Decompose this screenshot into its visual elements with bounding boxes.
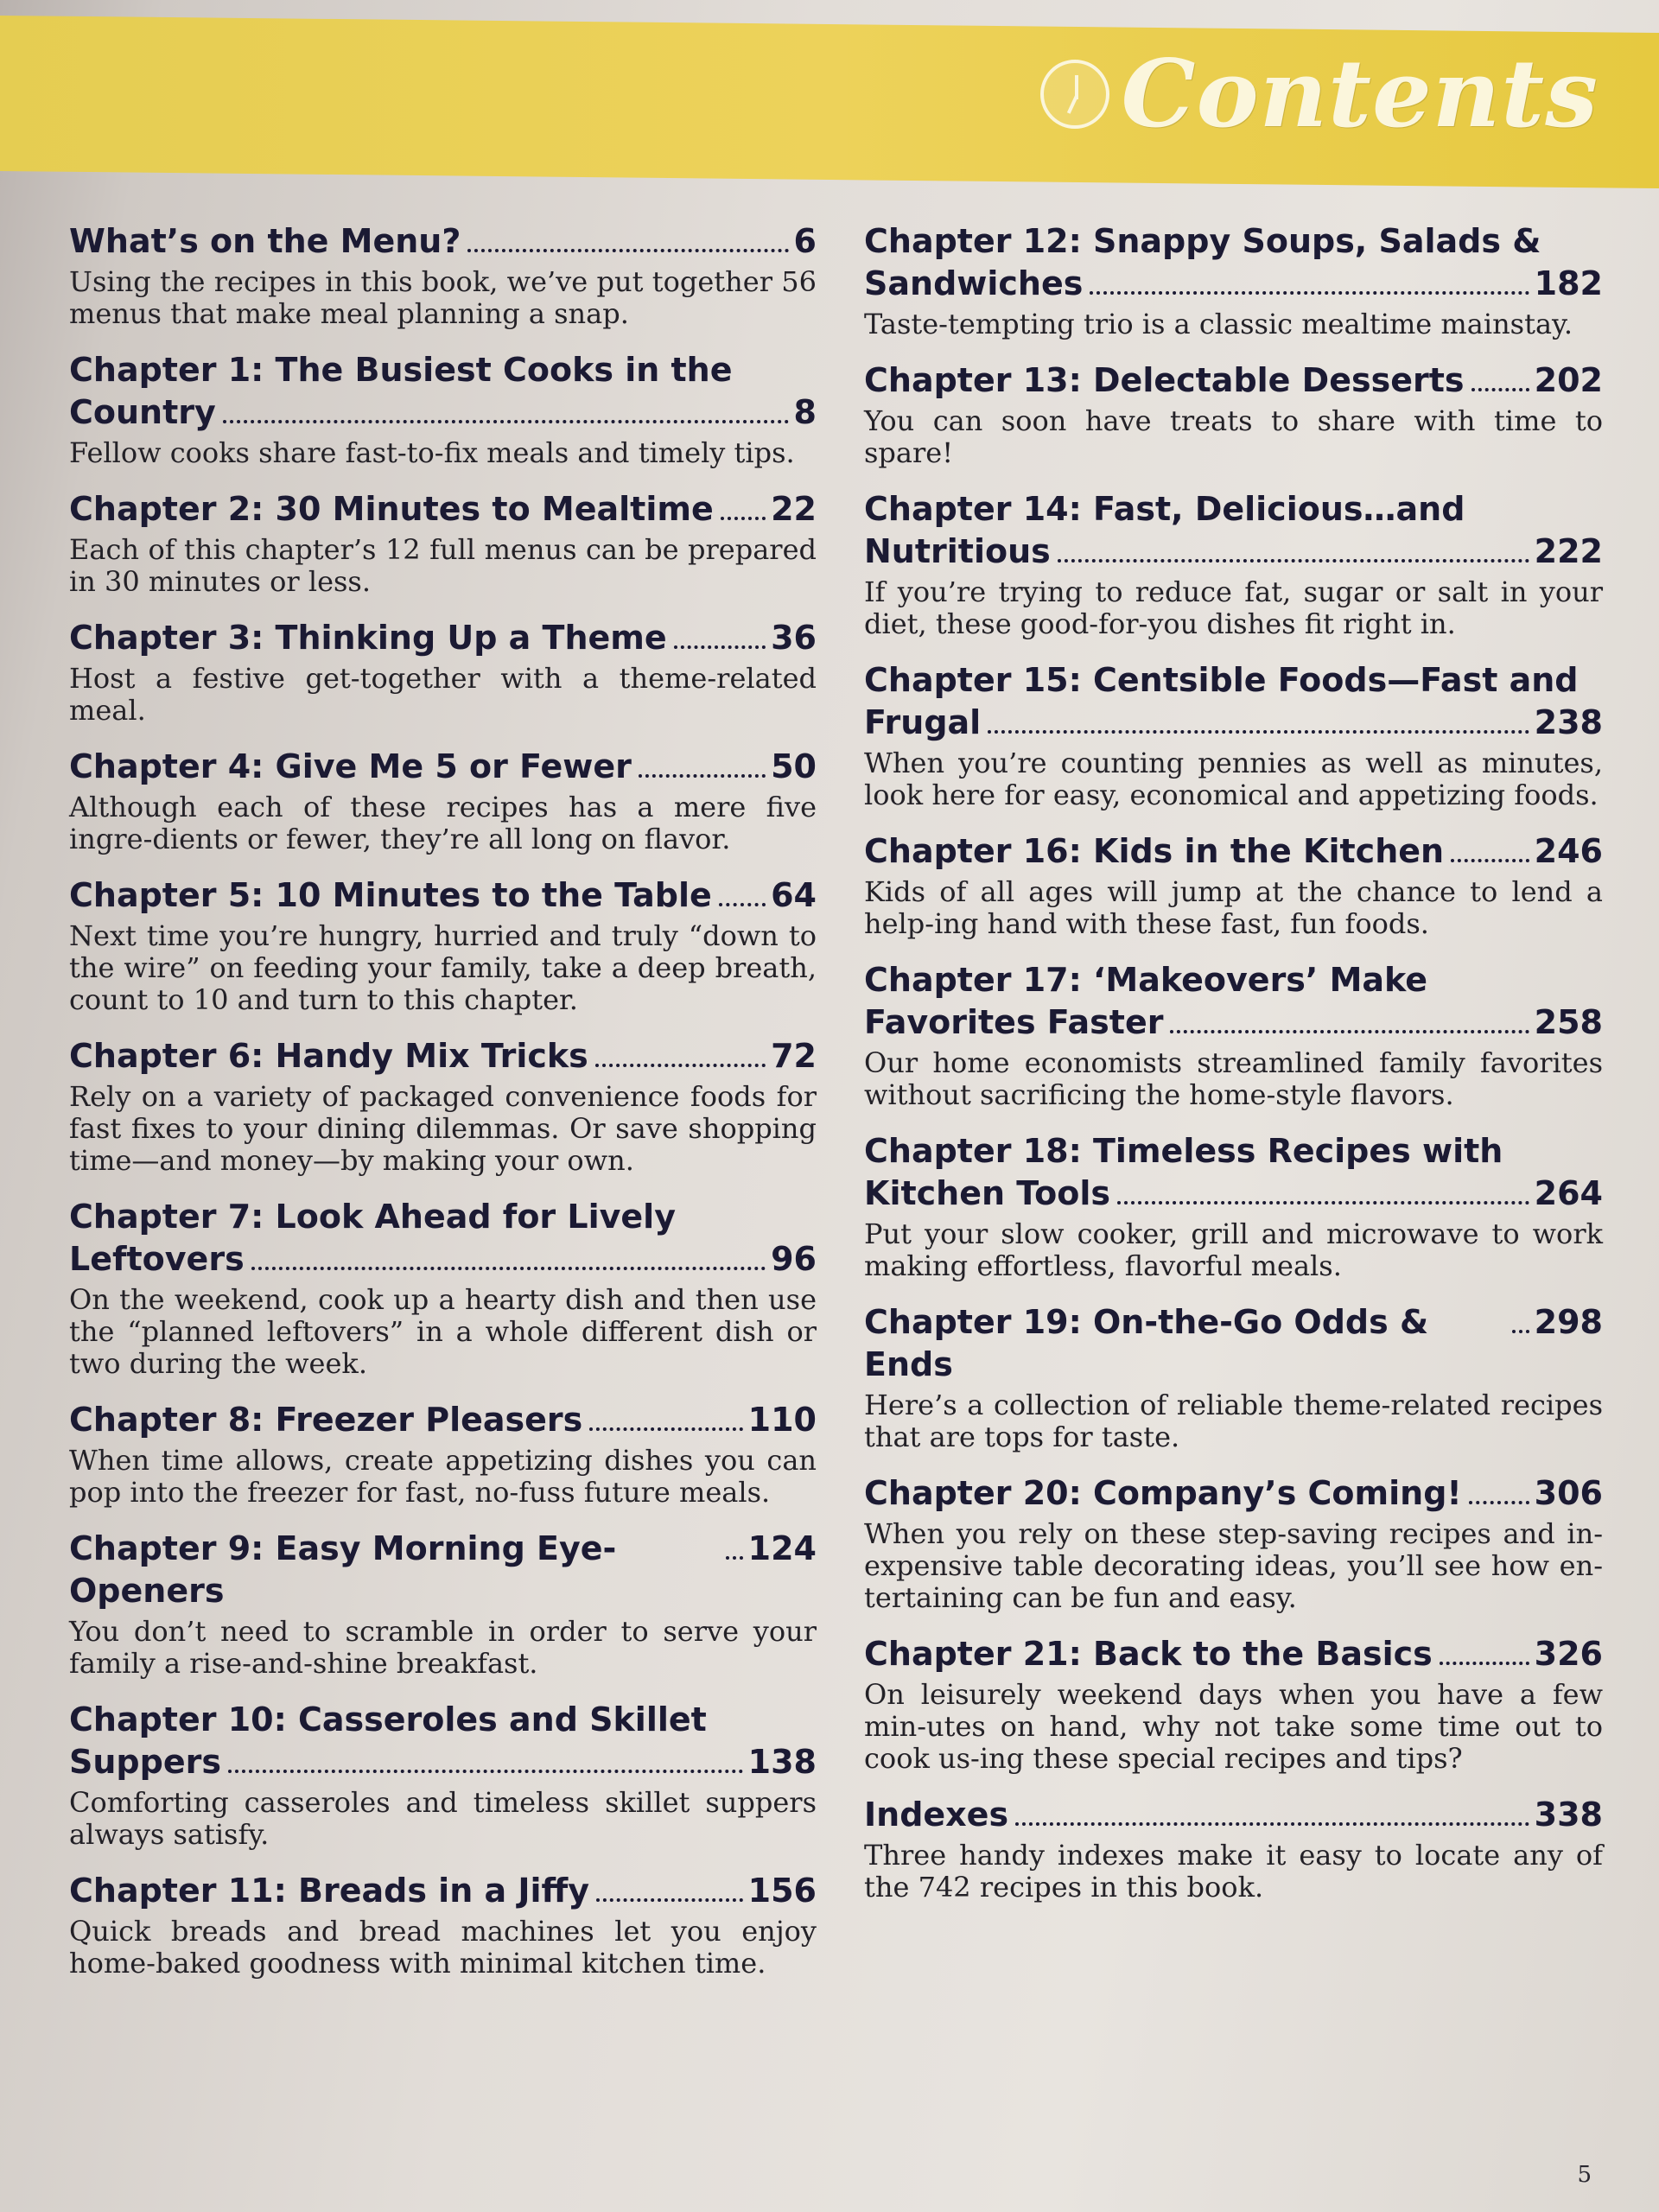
toc-entry-description: Three handy indexes make it easy to locate any of the 742 recipes in this book. bbox=[864, 1839, 1603, 1904]
dot-leader bbox=[228, 1770, 743, 1773]
toc-entry[interactable] bbox=[69, 746, 817, 855]
toc-entry-heading bbox=[69, 391, 817, 434]
toc-entry-title: Favorites Faster bbox=[864, 1003, 1164, 1041]
toc-entry-heading bbox=[69, 1238, 817, 1281]
toc-entry-page: 36 bbox=[771, 619, 817, 657]
toc-entry[interactable] bbox=[69, 617, 817, 727]
toc-entry-description: Although each of these recipes has a mere five ingre-dients or fewer, they’re all long on flavor. bbox=[69, 791, 817, 855]
toc-entry-page: 110 bbox=[747, 1401, 817, 1439]
dot-leader bbox=[589, 1427, 742, 1431]
toc-entry-heading bbox=[864, 1472, 1603, 1515]
toc-entry-title: Chapter 16: Kids in the Kitchen bbox=[864, 832, 1445, 870]
toc-entry-page: 138 bbox=[747, 1743, 817, 1781]
toc-entry-page: 72 bbox=[771, 1037, 817, 1075]
toc-entry-title: Country bbox=[69, 393, 216, 431]
toc-entry-heading bbox=[69, 488, 817, 531]
toc-entry[interactable] bbox=[69, 1870, 817, 1980]
toc-entry-description: Our home economists streamlined family favorites without sacrificing the home-style flavors. bbox=[864, 1046, 1603, 1111]
toc-entry-page: 326 bbox=[1534, 1635, 1603, 1673]
toc-entry-page: 246 bbox=[1534, 832, 1603, 870]
toc-entry-title-line: Chapter 10: Casseroles and Skillet bbox=[69, 1700, 707, 1738]
toc-entry-page: 306 bbox=[1534, 1474, 1603, 1512]
toc-entry-title: Chapter 19: On-the-Go Odds & Ends bbox=[864, 1303, 1429, 1383]
toc-entry[interactable] bbox=[864, 1633, 1603, 1775]
dot-leader bbox=[596, 1898, 743, 1902]
dot-leader bbox=[1451, 859, 1529, 862]
toc-entry-heading bbox=[69, 1741, 817, 1783]
toc-entry-page: 156 bbox=[747, 1872, 817, 1910]
toc-entry-description: Host a festive get-together with a theme-related meal. bbox=[69, 662, 817, 727]
toc-entry-title: Indexes bbox=[864, 1796, 1009, 1834]
toc-entry-title: Chapter 20: Company’s Coming! bbox=[864, 1474, 1462, 1512]
toc-entry-heading bbox=[864, 359, 1603, 402]
toc-entry-title: Chapter 8: Freezer Pleasers bbox=[69, 1401, 583, 1439]
toc-entry-title-line: Chapter 7: Look Ahead for Lively bbox=[69, 1198, 676, 1236]
toc-entry[interactable] bbox=[864, 1794, 1603, 1904]
dot-leader bbox=[639, 774, 766, 778]
toc-entry-page: 338 bbox=[1534, 1796, 1603, 1834]
toc-entry-title-line: Chapter 12: Snappy Soups, Salads & bbox=[864, 222, 1541, 260]
toc-entry-title: Leftovers bbox=[69, 1240, 245, 1278]
toc-entry[interactable] bbox=[69, 1196, 817, 1380]
toc-entry-title: Chapter 6: Handy Mix Tricks bbox=[69, 1037, 588, 1075]
toc-entry-description: Rely on a variety of packaged convenience foods for fast fixes to your dining dilemmas. Or save shopping time—and money—by making your own. bbox=[69, 1080, 817, 1177]
toc-entry-title: Chapter 5: 10 Minutes to the Table bbox=[69, 876, 712, 914]
toc-entry-heading bbox=[864, 830, 1603, 873]
toc-entry-title: Frugal bbox=[864, 703, 982, 741]
toc-entry-title: Kitchen Tools bbox=[864, 1174, 1110, 1212]
toc-entry-title: Chapter 2: 30 Minutes to Mealtime bbox=[69, 490, 714, 528]
dot-leader bbox=[726, 1556, 743, 1560]
toc-entry-description: On the weekend, cook up a hearty dish and then use the “planned leftovers” in a whole different dish or two during the week. bbox=[69, 1283, 817, 1380]
dot-leader bbox=[988, 730, 1529, 734]
dot-leader bbox=[1512, 1330, 1529, 1333]
toc-entry-heading bbox=[69, 1399, 817, 1441]
toc-entry-title: Sandwiches bbox=[864, 264, 1084, 302]
dot-leader bbox=[1058, 559, 1529, 563]
page-title bbox=[1040, 40, 1599, 149]
contents-title: Contents bbox=[1121, 40, 1599, 149]
toc-entry-heading bbox=[864, 1301, 1603, 1386]
toc-entry-page: 238 bbox=[1534, 703, 1603, 741]
toc-entry[interactable] bbox=[864, 1130, 1603, 1282]
toc-entry-description: If you’re trying to reduce fat, sugar or salt in your diet, these good-for-you dishes fit right in. bbox=[864, 575, 1603, 640]
toc-entry-page: 6 bbox=[793, 222, 817, 260]
toc-entry-description: On leisurely weekend days when you have a few min-utes on hand, why not take some time out to cook us-ing these special recipes and tips? bbox=[864, 1678, 1603, 1775]
left-column bbox=[69, 220, 817, 1999]
toc-entry[interactable] bbox=[864, 1301, 1603, 1453]
dot-leader bbox=[223, 420, 789, 423]
toc-entry[interactable] bbox=[69, 1399, 817, 1509]
toc-entry-heading bbox=[864, 263, 1603, 305]
dot-leader bbox=[1440, 1662, 1529, 1665]
toc-entry-heading bbox=[69, 1870, 817, 1912]
toc-entry[interactable] bbox=[69, 874, 817, 1016]
toc-entry[interactable] bbox=[69, 1699, 817, 1851]
toc-entry[interactable] bbox=[69, 220, 817, 330]
toc-entry-page: 298 bbox=[1534, 1303, 1603, 1341]
toc-entry-heading bbox=[69, 617, 817, 659]
toc-entry-title-line: Chapter 17: ‘Makeovers’ Make bbox=[864, 961, 1428, 999]
toc-entry-heading bbox=[69, 746, 817, 788]
toc-entry-page: 50 bbox=[771, 747, 817, 785]
dot-leader bbox=[1471, 388, 1529, 391]
page-number: 5 bbox=[1577, 2162, 1592, 2188]
toc-entry-heading bbox=[69, 220, 817, 263]
toc-entry[interactable] bbox=[864, 1472, 1603, 1614]
toc-entry-description: Quick breads and bread machines let you enjoy home-baked goodness with minimal kitchen time. bbox=[69, 1915, 817, 1980]
toc-entry-heading bbox=[864, 1173, 1603, 1215]
toc-entry-heading bbox=[864, 702, 1603, 744]
toc-entry-title: Suppers bbox=[69, 1743, 221, 1781]
dot-leader bbox=[1117, 1201, 1529, 1205]
toc-entry-page: 8 bbox=[793, 393, 817, 431]
toc-entry-description: When you’re counting pennies as well as minutes, look here for easy, economical and appetizing foods. bbox=[864, 747, 1603, 811]
toc-entry-description: You can soon have treats to share with time to spare! bbox=[864, 404, 1603, 469]
toc-entry-title: Chapter 21: Back to the Basics bbox=[864, 1635, 1433, 1673]
toc-entry-description: Fellow cooks share fast-to-fix meals and timely tips. bbox=[69, 436, 795, 469]
toc-entry-page: 258 bbox=[1534, 1003, 1603, 1041]
toc-entry-title: Chapter 11: Breads in a Jiffy bbox=[69, 1872, 590, 1910]
toc-entry-description: Using the recipes in this book, we’ve put together 56 menus that make meal planning a snap. bbox=[69, 265, 817, 330]
toc-entry[interactable] bbox=[69, 1035, 817, 1177]
toc-entry[interactable] bbox=[864, 359, 1603, 469]
toc-entry[interactable] bbox=[69, 488, 817, 598]
toc-entry-page: 124 bbox=[747, 1529, 817, 1567]
toc-entry-title: Chapter 4: Give Me 5 or Fewer bbox=[69, 747, 632, 785]
toc-entry[interactable] bbox=[864, 659, 1603, 811]
toc-entry-page: 222 bbox=[1534, 532, 1603, 570]
toc-entry-heading bbox=[69, 1035, 817, 1077]
dot-leader bbox=[674, 645, 766, 649]
toc-entry-heading bbox=[864, 531, 1603, 573]
toc-entry-heading bbox=[864, 1794, 1603, 1836]
toc-entry-heading bbox=[864, 1633, 1603, 1675]
toc-entry-page: 202 bbox=[1534, 361, 1603, 399]
toc-entry-title-line: Chapter 1: The Busiest Cooks in the bbox=[69, 351, 733, 389]
toc-entry-description: Taste-tempting trio is a classic mealtime mainstay. bbox=[864, 308, 1573, 340]
dot-leader bbox=[721, 517, 766, 520]
toc-entry-description: Put your slow cooker, grill and microwave to work making effortless, flavorful meals. bbox=[864, 1217, 1603, 1282]
toc-entry[interactable] bbox=[69, 349, 817, 469]
toc-entry[interactable] bbox=[69, 1528, 817, 1680]
toc-entry-description: Each of this chapter’s 12 full menus can be prepared in 30 minutes or less. bbox=[69, 533, 817, 598]
toc-entry[interactable] bbox=[864, 220, 1603, 340]
toc-entry-title-line: Chapter 14: Fast, Delicious…and bbox=[864, 490, 1465, 528]
toc-entry-title: Chapter 3: Thinking Up a Theme bbox=[69, 619, 667, 657]
toc-entry-title: Chapter 9: Easy Morning Eye-Openers bbox=[69, 1529, 617, 1610]
toc-entry-page: 264 bbox=[1534, 1174, 1603, 1212]
dot-leader bbox=[1015, 1822, 1529, 1826]
dot-leader bbox=[467, 249, 788, 252]
toc-entry-title: Chapter 13: Delectable Desserts bbox=[864, 361, 1465, 399]
dot-leader bbox=[719, 903, 766, 906]
toc-entry-title-line: Chapter 15: Centsible Foods—Fast and bbox=[864, 661, 1579, 699]
toc-entry-description: Next time you’re hungry, hurried and truly “down to the wire” on feeding your family, take a deep breath, count to 10 and turn to this chapter. bbox=[69, 919, 817, 1016]
toc-entry-description: Here’s a collection of reliable theme-related recipes that are tops for taste. bbox=[864, 1389, 1603, 1453]
dot-leader bbox=[251, 1267, 766, 1270]
toc-entry-page: 182 bbox=[1534, 264, 1603, 302]
toc-entry-title: Nutritious bbox=[864, 532, 1051, 570]
toc-entry-title-line: Chapter 18: Timeless Recipes with bbox=[864, 1132, 1503, 1170]
toc-entry-description: When time allows, create appetizing dishes you can pop into the freezer for fast, no-fuss future meals. bbox=[69, 1444, 817, 1509]
dot-leader bbox=[1469, 1501, 1529, 1504]
toc-entry[interactable] bbox=[864, 959, 1603, 1111]
toc-entry-title: What’s on the Menu? bbox=[69, 222, 461, 260]
right-column bbox=[864, 220, 1603, 1923]
clock-icon bbox=[1040, 60, 1109, 129]
dot-leader bbox=[1170, 1030, 1529, 1033]
toc-entry-description: You don’t need to scramble in order to serve your family a rise-and-shine breakfast. bbox=[69, 1615, 817, 1680]
toc-entry-heading bbox=[69, 874, 817, 917]
toc-entry-page: 96 bbox=[771, 1240, 817, 1278]
toc-entry[interactable] bbox=[864, 830, 1603, 940]
toc-entry-heading bbox=[864, 1001, 1603, 1044]
toc-entry-heading bbox=[69, 1528, 817, 1612]
toc-entry-description: When you rely on these step-saving recipes and in-expensive table decorating ideas, you’ll see how en-tertaining can be fun and easy. bbox=[864, 1517, 1603, 1614]
dot-leader bbox=[1090, 291, 1529, 295]
toc-entry-description: Comforting casseroles and timeless skillet suppers always satisfy. bbox=[69, 1786, 817, 1851]
toc-entry[interactable] bbox=[864, 488, 1603, 640]
toc-entry-description: Kids of all ages will jump at the chance to lend a help-ing hand with these fast, fun foods. bbox=[864, 875, 1603, 940]
toc-entry-page: 64 bbox=[771, 876, 817, 914]
dot-leader bbox=[595, 1064, 766, 1067]
toc-entry-page: 22 bbox=[771, 490, 817, 528]
